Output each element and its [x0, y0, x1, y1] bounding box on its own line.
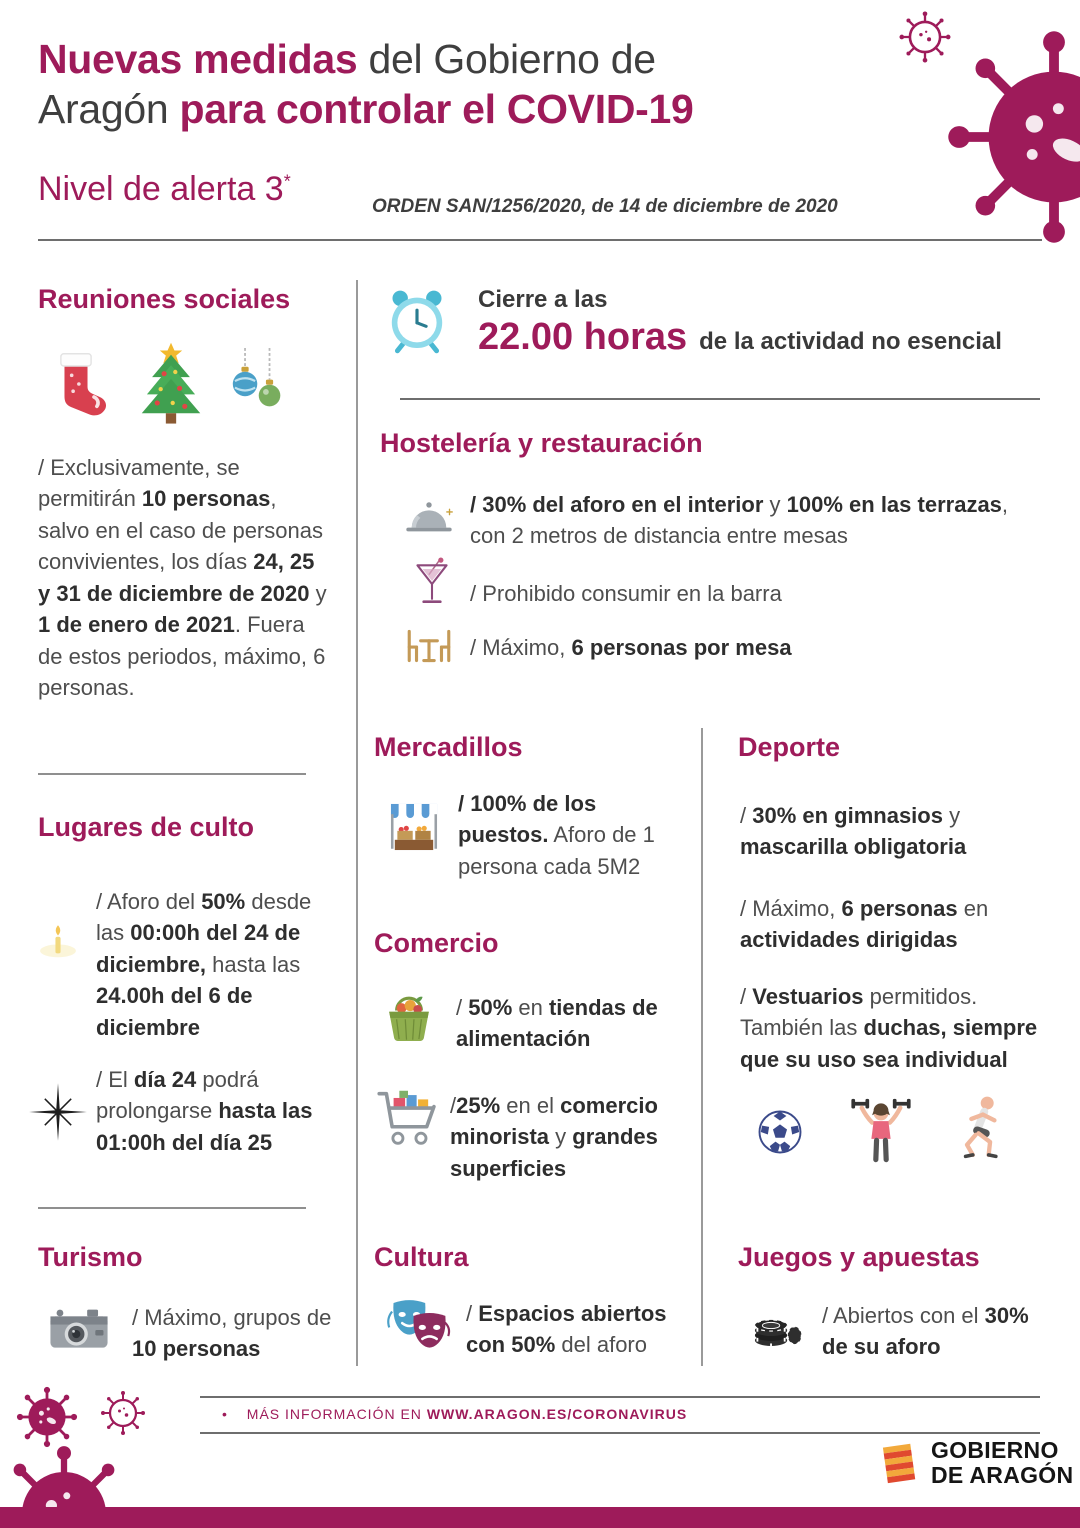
alarm-clock-icon: [382, 282, 452, 358]
closing-time: 22.00 horas: [478, 316, 688, 358]
candle-icon: [26, 915, 90, 979]
shopping-cart-icon: [372, 1082, 444, 1160]
reuniones-body: / Exclusivamente, se permitirán 10 personas, salvo en el caso de personas convivientes, los días 24, 25 y 31 de diciembre de 2020 y 1 de enero de 2021. Fuera de estos periodos, máximo, 6 personas.: [38, 455, 327, 701]
section-heading-deporte: Deporte: [738, 732, 841, 762]
hosteleria-item-2: / Prohibido consumir en la barra: [470, 581, 782, 606]
virus-icon: [945, 28, 1080, 246]
comercio-item-1: / 50% en tiendas de alimentación: [456, 995, 658, 1052]
footer-bullet: •: [222, 1406, 228, 1422]
cocktail-icon: [406, 550, 458, 616]
closing-rest: de la actividad no esencial: [699, 328, 1002, 355]
hosteleria-item-1: / 30% del aforo en el interior y 100% en las terrazas, con 2 metros de distancia entre mesas: [470, 492, 1009, 549]
juegos-item: / Abiertos con el 30% de su aforo: [822, 1303, 1029, 1360]
camera-icon: [40, 1296, 118, 1364]
cultura-item: / Espacios abiertos con 50% del aforo: [466, 1301, 667, 1358]
footer-info-prefix: MÁS INFORMACIÓN EN: [246, 1406, 427, 1422]
section-heading-cultura: Cultura: [374, 1242, 469, 1272]
mercadillos-item: / 100% de los puestos. Aforo de 1 persona cada 5M2: [458, 791, 655, 879]
market-stall-icon: [382, 792, 446, 862]
turismo-item: / Máximo, grupos de 10 personas: [132, 1305, 332, 1362]
serving-dish-icon: [400, 492, 458, 546]
section-heading-turismo: Turismo: [38, 1242, 143, 1272]
logo-text: [931, 1438, 1073, 1487]
deporte-item-1: / 30% en gimnasios y mascarilla obligatoria: [740, 803, 967, 860]
title-line1: Nuevas medidas del Gobierno de: [38, 36, 656, 82]
logo-line1: GOBIERNO: [931, 1437, 1059, 1464]
christmas-tree-icon: [128, 334, 214, 434]
section-heading-comercio: Comercio: [374, 928, 499, 958]
divider: [400, 398, 1040, 400]
ornaments-icon: [222, 336, 294, 432]
section-heading-hosteleria: Hostelería y restauración: [380, 428, 703, 458]
hosteleria-item-3: / Máximo, 6 personas por mesa: [470, 635, 792, 660]
deporte-item-3: / Vestuarios permitidos. También las duchas, siempre que su uso sea individual: [740, 984, 1038, 1072]
footer-info-url[interactable]: WWW.ARAGON.ES/CORONAVIRUS: [426, 1406, 688, 1422]
divider: [38, 773, 306, 775]
footer-divider-bottom: [200, 1432, 1040, 1434]
order-reference: ORDEN SAN/1256/2020, de 14 de diciembre de 2020: [372, 196, 838, 217]
section-heading-culto: Lugares de culto: [38, 812, 255, 842]
soccer-ball-icon: [748, 1100, 812, 1164]
title-line2: Aragón para controlar el COVID-19: [38, 86, 694, 133]
virus-icon: [16, 1386, 78, 1448]
poker-chips-icon: [744, 1292, 808, 1354]
column-divider: [701, 728, 703, 1366]
theater-masks-icon: [380, 1290, 456, 1362]
divider: [38, 1207, 306, 1209]
virus-icon: [98, 1388, 148, 1438]
gobierno-aragon-logo: [876, 1438, 1073, 1488]
aragon-flag-icon: [876, 1438, 922, 1488]
footer-divider-top: [200, 1396, 1040, 1398]
closing-line1: Cierre a las: [478, 286, 608, 313]
comercio-item-2: /25% en el comercio minorista y grandes superficies: [450, 1093, 658, 1181]
header-divider: [38, 239, 1042, 241]
deporte-item-2: / Máximo, 6 personas en actividades dirigidas: [740, 896, 989, 953]
alert-level: Nivel de alerta 3*: [38, 170, 291, 208]
food-basket-icon: [378, 986, 440, 1050]
culto-item-1: / Aforo del 50% desde las 00:00h del 24 de diciembre, hasta las 24.00h del 6 de diciembre: [96, 889, 312, 1040]
star-icon: [28, 1082, 88, 1142]
section-heading-mercadillos: Mercadillos: [374, 732, 523, 762]
dumbbells-icon: [844, 1092, 918, 1168]
section-heading-juegos: Juegos y apuestas: [738, 1242, 980, 1272]
page-title: [38, 34, 694, 134]
closing-banner: [478, 286, 1002, 359]
section-heading-reuniones: Reuniones sociales: [38, 284, 291, 314]
bottom-accent-bar: [0, 1507, 1080, 1528]
christmas-stocking-icon: [40, 338, 112, 430]
alert-asterisk: *: [283, 171, 291, 192]
column-divider: [356, 280, 358, 1366]
runner-icon: [944, 1090, 1016, 1168]
culto-item-2: / El día 24 podrá prolongarse hasta las 01:00h del día 25: [96, 1067, 313, 1155]
table-icon: [400, 620, 458, 672]
footer-info: [222, 1406, 687, 1422]
logo-line2: DE ARAGÓN: [931, 1462, 1074, 1488]
